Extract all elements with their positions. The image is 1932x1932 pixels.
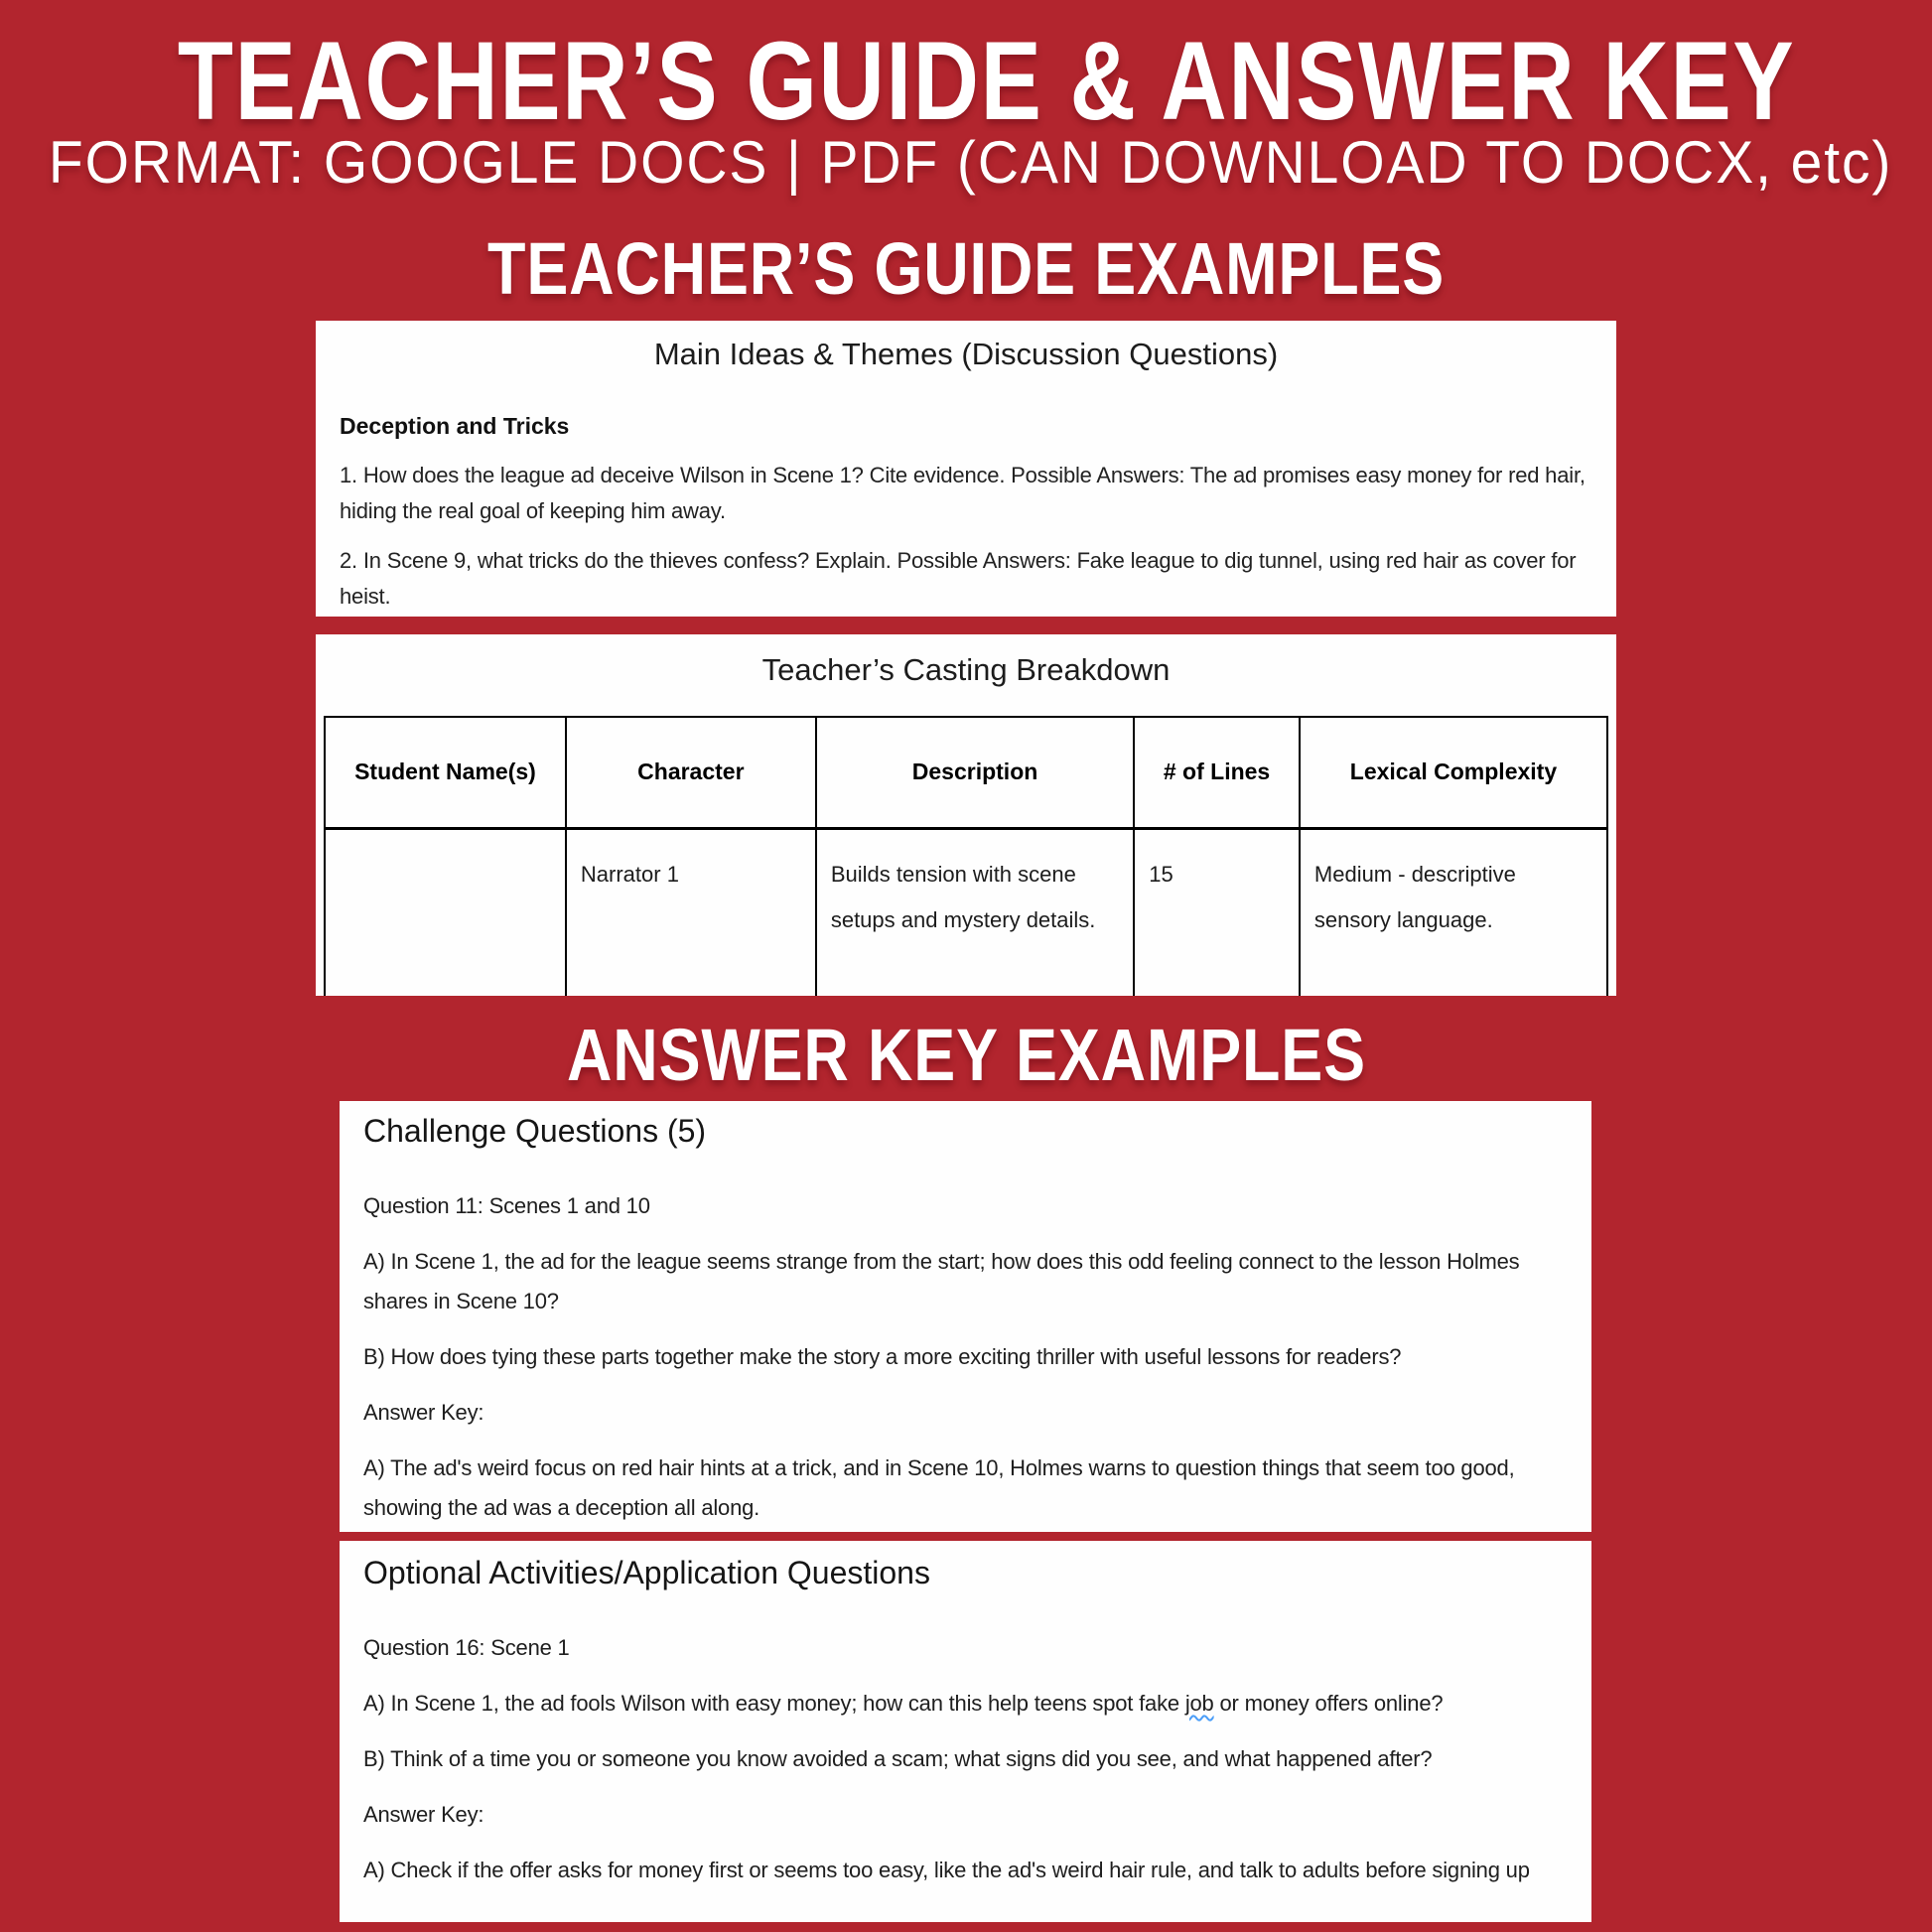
optional-activities-panel [340, 1541, 1591, 1922]
format-subtitle [0, 131, 1932, 194]
challenge-answer-key-label: Answer Key: [363, 1400, 484, 1425]
challenge-questions-title: Challenge Questions (5) [363, 1113, 707, 1149]
page-title-text: TEACHER’S GUIDE & ANSWER KEY [177, 19, 1796, 143]
col-student-names: Student Name(s) [325, 717, 566, 828]
optional-part-a-text: A) In Scene 1, the ad fools Wilson with easy money; how can this help teens spot fake [363, 1691, 1185, 1716]
cell-character: Narrator 1 [566, 828, 816, 996]
optional-part-b: B) Think of a time you or someone you know avoided a scam; what signs did you see, and what happened after? [363, 1746, 1433, 1771]
section-heading-teachers-guide: TEACHER’S GUIDE EXAMPLES [486, 227, 1446, 310]
casting-breakdown-title: Teacher’s Casting Breakdown [761, 652, 1171, 687]
page-title [0, 19, 1932, 143]
discussion-question-1: 1. How does the league ad deceive Wilson in Scene 1? Cite evidence. Possible Answers: The ad promises easy money for red hair, hiding the real goal of keeping him away. [340, 463, 1586, 523]
casting-table [324, 716, 1608, 996]
challenge-part-a: A) In Scene 1, the ad for the league seems strange from the start; how does this odd feeling connect to the lesson Holmes shares in Scene 10? [363, 1249, 1520, 1313]
col-lexical-complexity: Lexical Complexity [1300, 717, 1607, 828]
col-num-lines: # of Lines [1134, 717, 1300, 828]
optional-answer-key-label: Answer Key: [363, 1802, 484, 1827]
format-subtitle-text: FORMAT: GOOGLE DOCS | PDF (CAN DOWNLOAD TO DOCX, etc) [48, 129, 1893, 196]
table-row [325, 828, 1607, 996]
col-character: Character [566, 717, 816, 828]
cell-num-lines: 15 [1134, 828, 1300, 996]
cell-description: Builds tension with scene setups and mystery details. [816, 828, 1134, 996]
main-ideas-subheading: Deception and Tricks [340, 413, 570, 439]
challenge-part-b: B) How does tying these parts together make the story a more exciting thriller with useful lessons for readers? [363, 1344, 1402, 1369]
cell-lexical-complexity: Medium - descriptive sensory language. [1300, 828, 1607, 996]
optional-answer-a: A) Check if the offer asks for money first or seems too easy, like the ad's weird hair rule, and talk to adults before signing up [363, 1858, 1530, 1882]
spellcheck-flagged-word: job [1184, 1691, 1214, 1716]
main-ideas-panel [316, 321, 1616, 617]
discussion-question-2: 2. In Scene 9, what tricks do the thieves confess? Explain. Possible Answers: Fake league to dig tunnel, using red hair as cover for heist. [340, 548, 1577, 609]
casting-table-header-row [325, 717, 1607, 828]
main-ideas-title: Main Ideas & Themes (Discussion Questions) [653, 337, 1279, 371]
col-description: Description [816, 717, 1134, 828]
optional-question-label: Question 16: Scene 1 [363, 1635, 570, 1660]
casting-breakdown-panel [316, 634, 1616, 996]
cell-student-name [325, 828, 566, 996]
optional-activities-title: Optional Activities/Application Questions [363, 1555, 930, 1590]
optional-part-a [363, 1684, 1568, 1724]
challenge-questions-panel [340, 1101, 1591, 1532]
challenge-answer-a: A) The ad's weird focus on red hair hints at a trick, and in Scene 10, Holmes warns to question things that seem too good, showing the ad was a deception all along. [363, 1455, 1515, 1520]
section-heading-answer-key: ANSWER KEY EXAMPLES [566, 1014, 1366, 1096]
challenge-question-label: Question 11: Scenes 1 and 10 [363, 1193, 650, 1218]
optional-part-a-tail: or money offers online? [1213, 1691, 1444, 1716]
